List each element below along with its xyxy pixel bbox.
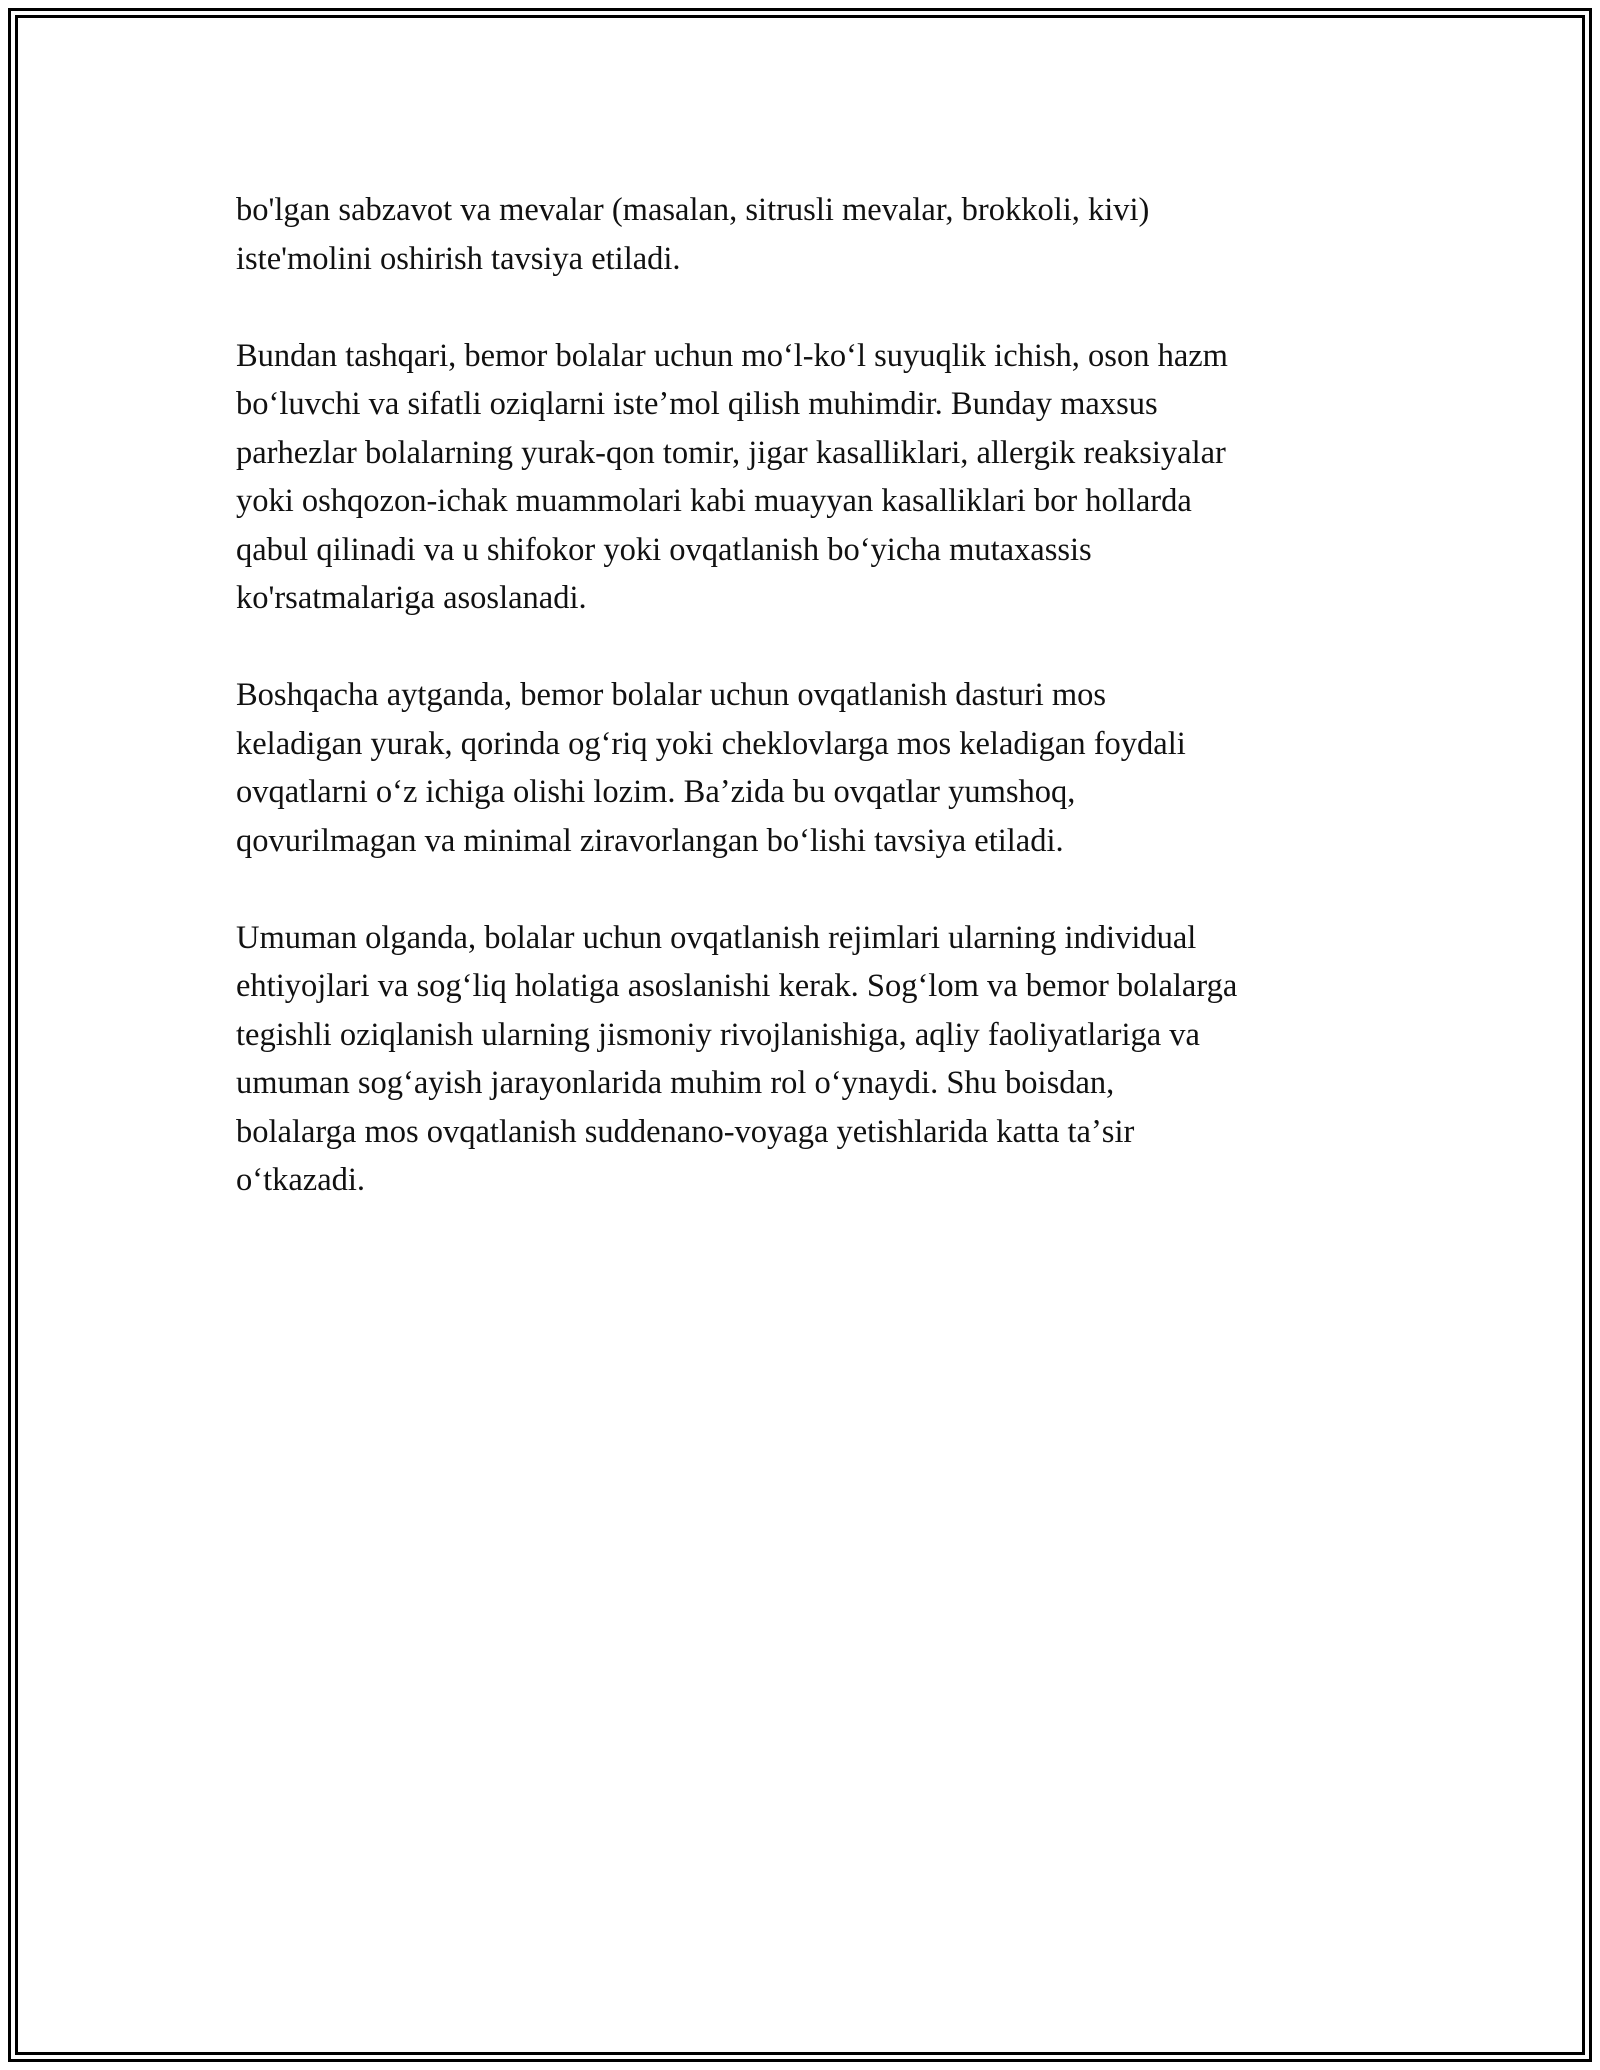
- paragraph-3: Boshqacha aytganda, bemor bolalar uchun ovqatlanish dasturi mos keladigan yurak, qorinda ogʻriq yoki cheklovlarga mos keladigan foydali ovqatlarni oʻz ichiga olishi lozim. Baʼzida bu ovqatlar yumshoq, qovurilmagan va minimal ziravorlangan boʻlishi tavsiya etiladi.: [236, 677, 1186, 859]
- document-body: [236, 186, 1396, 1253]
- paragraph-1: bo'lgan sabzavot va mevalar (masalan, sitrusli mevalar, brokkoli, kivi) iste'molini oshirish tavsiya etiladi.: [236, 192, 1150, 277]
- paragraph-2: Bundan tashqari, bemor bolalar uchun moʻl-koʻl suyuqlik ichish, oson hazm boʻluvchi va sifatli oziqlarni isteʼmol qilish muhimdir. Bunday maxsus parhezlar bolalarning yurak-qon tomir, jigar kasalliklari, allergik reaksiyalar yoki oshqozon-ichak muammolari kabi muayyan kasalliklari bor hollarda qabul qilinadi va u shifokor yoki ovqatlanish boʻyicha mutaxassis ko'rsatmalariga asoslanadi.: [236, 337, 1228, 616]
- paragraph-4: Umuman olganda, bolalar uchun ovqatlanish rejimlari ularning individual ehtiyojlari va sogʻliq holatiga asoslanishi kerak. Sogʻlom va bemor bolalarga tegishli oziqlanish ularning jismoniy rivojlanishiga, aqliy faoliyatlariga va umuman sogʻayish jarayonlarida muhim rol oʻynaydi. Shu boisdan, bolalarga mos ovqatlanish suddenano-voyaga yetishlarida katta taʼsir oʻtkazadi.: [236, 919, 1238, 1198]
